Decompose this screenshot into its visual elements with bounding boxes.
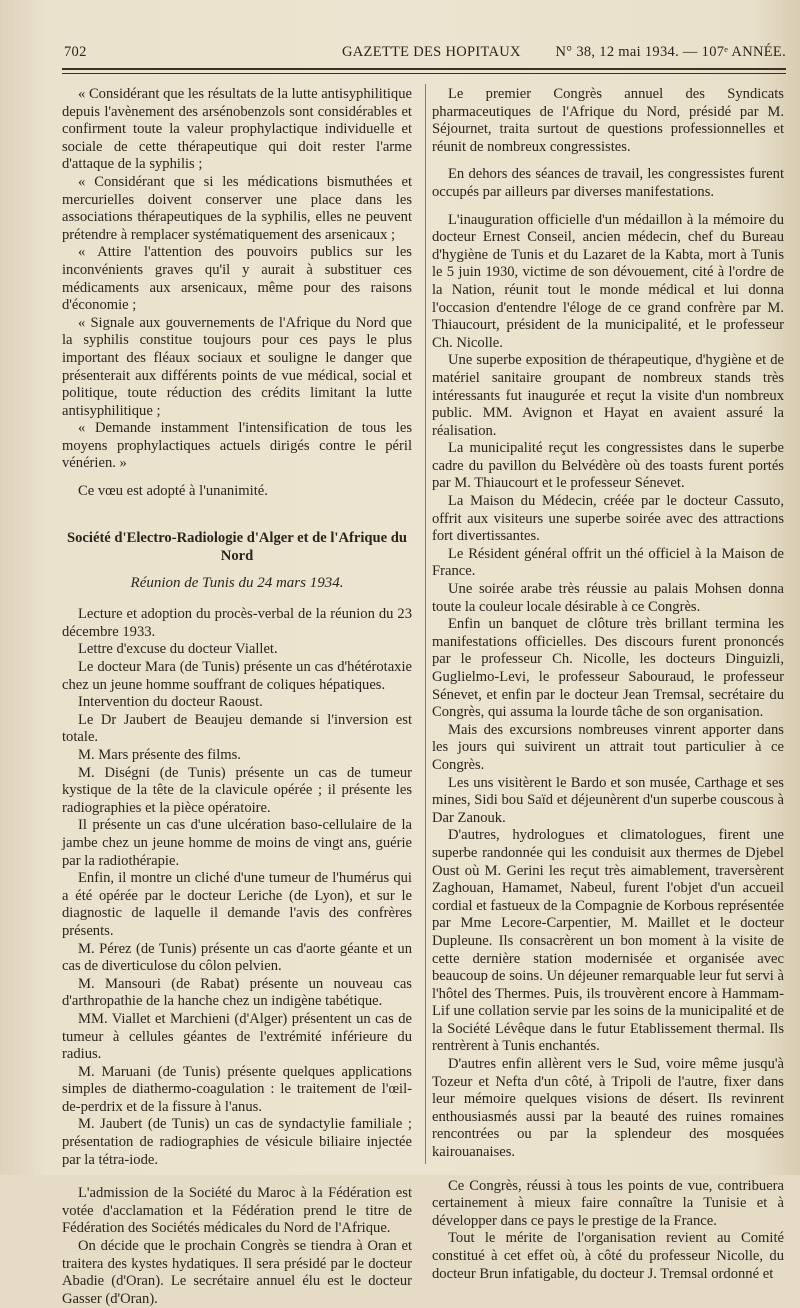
- paragraph: « Demande instamment l'intensification de tous les moyens prophylactiques actuels dirigés contre le péril vénérien. »: [62, 420, 412, 472]
- paragraph: Ce Congrès, réussi à tous les points de vue, contribuera certainement à mieux faire connaître la Tunisie et à développer dans ce pays le prestige de la France.: [432, 1177, 784, 1229]
- paragraph: D'autres enfin allèrent vers le Sud, voire même jusqu'à Tozeur et Nefta d'un côté, à Tripoli de l'autre, fixer dans leur mémoire quelques visions de désert. Ils revinrent enthousiasmés aussi par la beauté des ruines romaines rencontrées ou par la splendeur des mosquées kairouanaises.: [432, 1056, 784, 1161]
- paragraph: Le Dr Jaubert de Beaujeu demande si l'inversion est totale.: [62, 711, 412, 746]
- journal-title: GAZETTE DES HOPITAUX: [342, 44, 521, 60]
- right-column: [432, 86, 784, 1283]
- paragraph: La Maison du Médecin, créée par le docteur Cassuto, offrit aux visiteurs une superbe soirée avec des attractions fort divertissantes.: [432, 493, 784, 545]
- header-rule-thin: [62, 73, 786, 74]
- paragraph: Le docteur Mara (de Tunis) présente un cas d'hétérotaxie chez un jeune homme souffrant de coliques hépatiques.: [62, 659, 412, 693]
- paragraph: Enfin un banquet de clôture très brillant termina les manifestations officielles. Des discours furent prononcés par le professeur Ch. Nicolle, les docteurs Dinguizli, Guglielmo-Levi, le professeur Sabouraud, le professeur Sénevet, et enfin par le docteur Jean Tremsal, secrétaire du Congrès, qui assuma la lourde tâche de son organisation.: [432, 616, 784, 721]
- page-number: 702: [64, 44, 87, 60]
- paragraph: M. Diségni (de Tunis) présente un cas de tumeur kystique de la tête de la clavicule opérée ; il présente les radiographies et la pièce opératoire.: [62, 764, 412, 816]
- paragraph: La municipalité reçut les congressistes dans le superbe cadre du pavillon du Belvédère où des toasts furent portés par M. Thiaucourt et le professeur Sénevet.: [432, 440, 784, 492]
- paragraph: Tout le mérite de l'organisation revient au Comité constitué à cet effet où, à côté du professeur Nicolle, du docteur Brun infatigable, du docteur J. Tremsal ordonné et: [432, 1230, 784, 1282]
- paragraph: « Signale aux gouvernements de l'Afrique du Nord que la syphilis constitue toujours pour ces pays le plus important des fléaux sociaux et souligne le danger que présenterait aux différents points de vue médical, social et politique, toute réduction des crédits limitant la lutte antisyphilitique ;: [62, 314, 412, 419]
- paragraph: « Considérant que si les médications bismuthées et mercurielles doivent conserver une place dans les associations thérapeutiques de la syphilis, elles ne peuvent prétendre à remplacer systématiquement des arsenicaux ;: [62, 173, 412, 243]
- paragraph: Le premier Congrès annuel des Syndicats pharmaceutiques de l'Afrique du Nord, présidé par M. Séjournet, traita surtout de questions professionnelles et réunit de nombreux congressistes.: [432, 86, 784, 155]
- paragraph: En dehors des séances de travail, les congressistes furent occupés par ailleurs par diverses manifestations.: [432, 166, 784, 200]
- paragraph: Il présente un cas d'une ulcération baso-cellulaire de la jambe chez un jeune homme de moins de vingt ans, guérie par la radiothérapie.: [62, 817, 412, 869]
- paragraph: Les uns visitèrent le Bardo et son musée, Carthage et ses mines, Sidi bou Saïd et déjeunèrent d'un superbe couscous à Dar Zanouk.: [432, 774, 784, 826]
- paragraph: « Considérant que les résultats de la lutte antisyphilitique depuis l'avènement des arsénobenzols sont considérables et confirment toute la valeur prophylactique individuelle et sociale de cette thérapeutique qui doit rester l'arme d'attaque de la syphilis ;: [62, 86, 412, 173]
- paragraph: M. Pérez (de Tunis) présente un cas d'aorte géante et un cas de diverticulose du côlon pelvien.: [62, 940, 412, 975]
- paragraph: « Attire l'attention des pouvoirs publics sur les inconvénients graves qu'il y aurait à substituer ces médicaments aux arsenicaux, même pour des raisons d'économie ;: [62, 244, 412, 314]
- paragraph: M. Maruani (de Tunis) présente quelques applications simples de diathermo-coagulation : le traitement de l'œil-de-perdrix et de la fissure à l'anus.: [62, 1063, 412, 1115]
- header-rule-thick: [62, 68, 786, 70]
- column-divider: [425, 84, 426, 1164]
- paragraph: D'autres, hydrologues et climatologues, firent une superbe randonnée qui les conduisit aux thermes de Djebel Oust où M. Gerini les reçut très aimablement, traversèrent Zaghouan, Hamamet, Nabeul, furent l'objet d'un accueil cordial et fastueux de la Compagnie de Korbous représentée par Mme Lecore-Carpentier, M. Maillet et le docteur Dupleune. Ils consacrèrent un bon moment à la visite de cette dernière station modernisée et organisée avec beaucoup de soins. Un déjeuner remarquable leur fut servi à l'hôtel des Thermes. Puis, ils trouvèrent encore à Hammam-Lif une collation servie par les soins de la municipalité et de la Société Lévêque dans le futur Etablissement thermal. Ils rentrèrent à Tunis enchantés.: [432, 827, 784, 1055]
- paragraph: M. Mars présente des films.: [78, 747, 241, 763]
- paragraph: Le Résident général offrit un thé officiel à la Maison de France.: [432, 545, 784, 580]
- paragraph: Une soirée arabe très réussie au palais Mohsen donna toute la couleur locale désirable à ce Congrès.: [432, 581, 784, 615]
- section-title: Société d'Electro-Radiologie d'Alger et de l'Afrique du Nord: [67, 529, 407, 564]
- paragraph: Ce vœu est adopté à l'unanimité.: [78, 483, 268, 500]
- issue-info: N° 38, 12 mai 1934. — 107ᵉ ANNÉE.: [555, 44, 786, 60]
- paragraph: M. Mansouri (de Rabat) présente un nouveau cas d'arthropathie de la hanche chez un indigène tabétique.: [62, 975, 412, 1010]
- page-header: [62, 44, 786, 66]
- paragraph: Mais des excursions nombreuses vinrent apporter dans les jours qui suivirent un attrait tout particulier à ce Congrès.: [432, 721, 784, 773]
- left-column: [62, 86, 412, 1308]
- paragraph: Enfin, il montre un cliché d'une tumeur de l'humérus qui a été opérée par le docteur Leriche (de Lyon), et sur le diagnostic de laquelle il demande l'avis des confrères présents.: [62, 870, 412, 939]
- paragraph: L'inauguration officielle d'un médaillon à la mémoire du docteur Ernest Conseil, ancien médecin, chef du Bureau d'hygiène de Tunis et du Lazaret de la Kabta, mort à Tunis le 5 juin 1930, victime de son dévouement, cité à l'ordre de la Nation, réunit tout le monde médical et lui donna l'occasion d'entendre l'éloge de ce grand confrère par M. Thiaucourt, président de la municipalité, et le professeur Ch. Nicolle.: [432, 211, 784, 351]
- paragraph: M. Jaubert (de Tunis) un cas de syndactylie familiale ; présentation de radiographies de vésicule biliaire injectée par la tétra-iode.: [62, 1116, 412, 1168]
- paragraph: Lecture et adoption du procès-verbal de la réunion du 23 décembre 1933.: [62, 606, 412, 640]
- paragraph: On décide que le prochain Congrès se tiendra à Oran et traitera des kystes hydatiques. Il sera présidé par le docteur Abadie (d'Oran). Le secrétaire annuel élu est le docteur Gasser (d'Oran).: [62, 1238, 412, 1307]
- paragraph: Une superbe exposition de thérapeutique, d'hygiène et de matériel sanitaire groupant de nombreux stands très intéressants fut inaugurée et reçut la visite d'un nombreux public. MM. Avignon et Hayat en avaient assuré la réalisation.: [432, 352, 784, 439]
- paragraph: MM. Viallet et Marchieni (d'Alger) présentent un cas de tumeur à cellules géantes de l'extrémité inférieure du radius.: [62, 1010, 412, 1063]
- paragraph: Lettre d'excuse du docteur Viallet.: [78, 641, 278, 658]
- section-subtitle: Réunion de Tunis du 24 mars 1934.: [130, 574, 344, 591]
- paragraph: L'admission de la Société du Maroc à la Fédération est votée d'acclamation et la Fédération prend le titre de Fédération des Sociétés médicales du Nord de l'Afrique.: [62, 1185, 412, 1237]
- paragraph: Intervention du docteur Raoust.: [78, 694, 263, 711]
